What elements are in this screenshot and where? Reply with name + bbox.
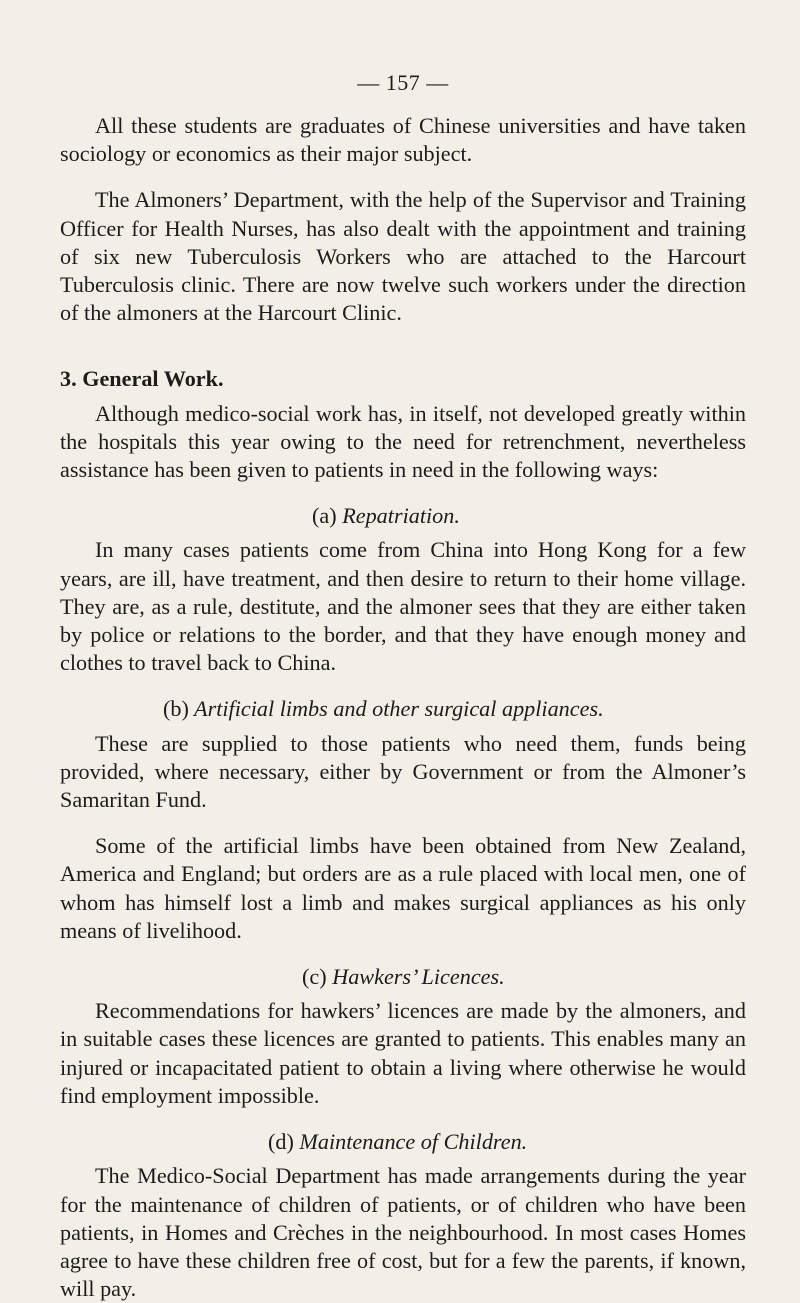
subheading-title-repatriation: Repatriation. xyxy=(342,503,460,529)
paragraph-maintenance-of-children: The Medico-Social Department has made arrangements during the year for the maintenance of children of patients, or of children who have been patients, in Homes and Crèches in the neighbourhood. In most cases Homes agree to have these children free of cost, but for a few the parents, if known, will pay. xyxy=(60,1163,746,1302)
subheading-title-hawkers-licences: Hawkers’ Licences. xyxy=(332,964,505,990)
subheading-title-artificial-limbs: Artificial limbs and other surgical appliances. xyxy=(194,696,604,722)
subheading-hawkers-licences xyxy=(302,963,746,991)
subheading-maintenance-of-children xyxy=(268,1128,746,1156)
paragraph-almoners-department: The Almoners’ Department, with the help of the Supervisor and Training Officer for Health Nurses, has also dealt with the appointment and training of six new Tuberculosis Workers who are attached to the Harcourt Tuberculosis clinic. There are now twelve such workers under the direction of the almoners at the Harcourt Clinic. xyxy=(60,187,746,326)
subheading-artificial-limbs xyxy=(163,695,746,723)
subheading-title-maintenance-of-children: Maintenance of Children. xyxy=(299,1129,528,1155)
paragraph-artificial-limbs-supply: These are supplied to those patients who need them, funds being provided, where necessary, either by Government or from the Almoner’s Samaritan Fund. xyxy=(60,730,746,813)
paragraph-students: All these students are graduates of Chinese universities and have taken sociology or economics as their major subject. xyxy=(60,113,746,167)
subheading-repatriation xyxy=(312,502,746,530)
section-heading-general-work: 3. General Work. xyxy=(60,366,224,392)
page-number: — 157 — xyxy=(357,70,449,95)
paragraph-general-work-intro: Although medico-social work has, in itself, not developed greatly within the hospitals this year owing to the need for retrenchment, nevertheless assistance has been given to patients in need in the following ways: xyxy=(60,400,746,483)
paragraph-hawkers-licences: Recommendations for hawkers’ licences are made by the almoners, and in suitable cases these licences are granted to patients. This enables many an injured or incapacitated patient to obtain a living where otherwise he would find employment impossible. xyxy=(60,998,746,1108)
paragraph-artificial-limbs-sources: Some of the artificial limbs have been obtained from New Zealand, America and England; but orders are as a rule placed with local men, one of whom has himself lost a limb and makes surgical appliances as his only means of livelihood. xyxy=(60,833,746,943)
subheading-letter-a: (a) xyxy=(312,503,337,529)
paragraph-repatriation: In many cases patients come from China into Hong Kong for a few years, are ill, have treatment, and then desire to return to their home village. They are, as a rule, destitute, and the almoner sees that they are either taken by police or relations to the border, and that they have enough money and clothes to travel back to China. xyxy=(60,537,746,676)
subheading-letter-c: (c) xyxy=(302,964,327,990)
subheading-letter-d: (d) xyxy=(268,1129,294,1155)
subheading-letter-b: (b) xyxy=(163,696,189,722)
